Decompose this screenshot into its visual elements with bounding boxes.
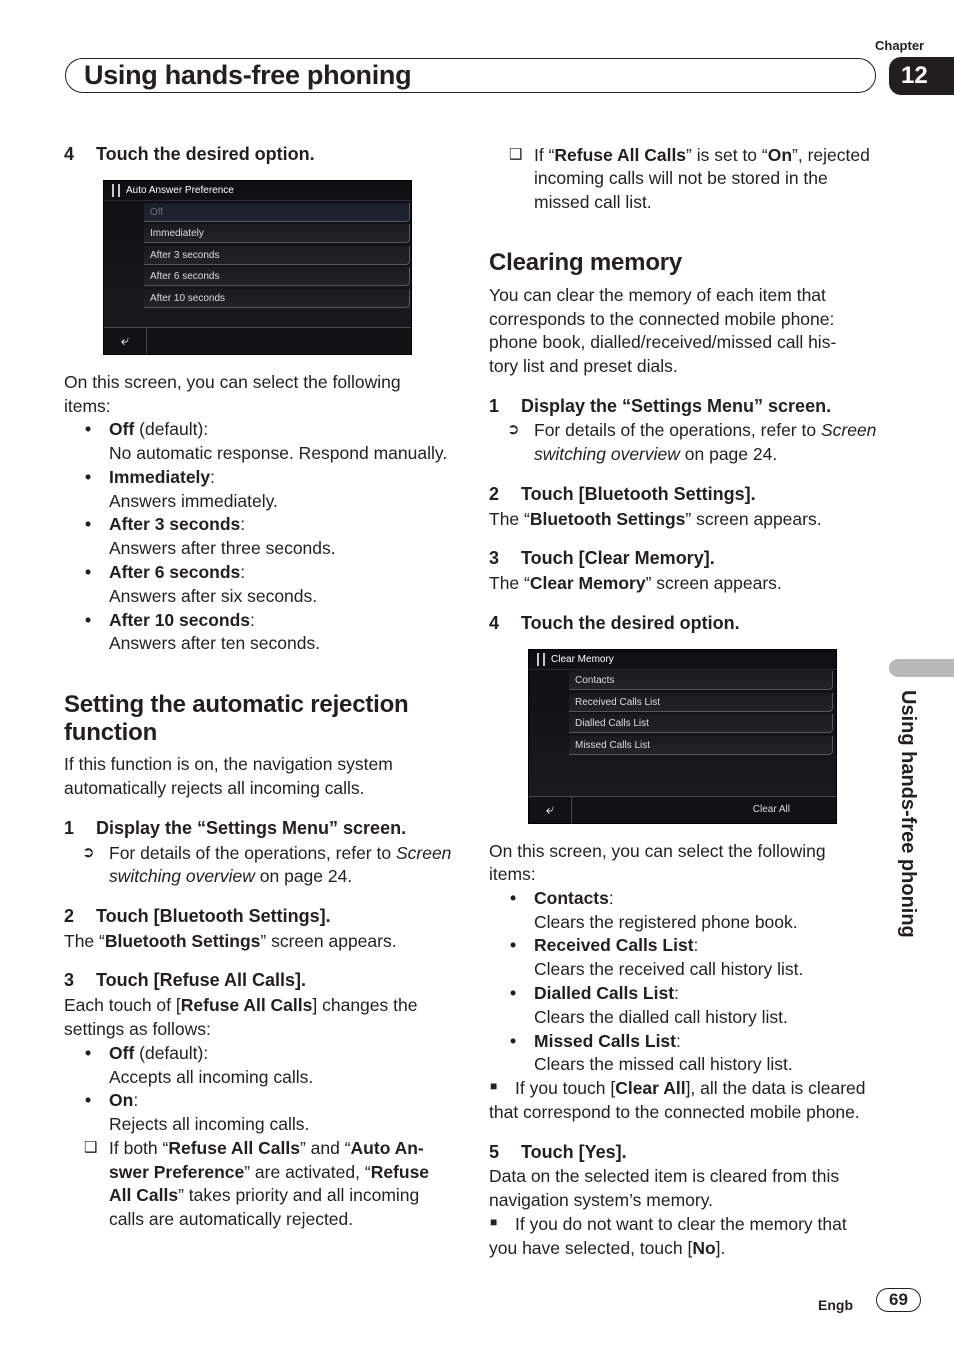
clear-all-note-1: If you touch [Clear All], all the data is cleared [515, 1078, 866, 1098]
right-step-4: 4 Touch the desired option. [489, 613, 740, 633]
screen-bottom-bar [104, 327, 411, 354]
item-after-10: • After 10 seconds: [109, 608, 255, 632]
back-arrow-icon: ⤶ [120, 332, 130, 349]
option-off[interactable]: Off [144, 203, 410, 222]
left-step-1: 1 Display the “Settings Menu” screen. [64, 818, 407, 838]
section-heading-rejection-1: Setting the automatic rejection [64, 691, 409, 718]
screen-title-bar [529, 650, 836, 670]
left-note-line-3: All Calls” takes priority and all incoming [109, 1185, 420, 1205]
option-after-6-seconds[interactable]: After 6 seconds [144, 267, 410, 286]
language-code: Engb [818, 1297, 853, 1313]
right-step-1-note-1: For details of the operations, refer to Screen [534, 420, 877, 440]
clear-memory-screen [528, 649, 837, 824]
item-immediately: • Immediately: [109, 465, 215, 489]
left-step-3: 3 Touch [Refuse All Calls]. [64, 970, 307, 990]
refuse-off-desc: Accepts all incoming calls. [109, 1067, 314, 1087]
clearing-desc-3: phone book, dialled/received/missed call his- [489, 332, 837, 352]
item-contacts-desc: Clears the registered phone book. [534, 912, 798, 932]
left-note-line-4: calls are automatically rejected. [109, 1209, 354, 1229]
auto-answer-screen [103, 180, 412, 355]
square-bullet-icon: ■ [490, 1079, 498, 1093]
right-intro-line-2: items: [489, 864, 536, 884]
clear-all-button[interactable]: Clear All [752, 804, 790, 815]
arrow-right-icon: ➲ [507, 421, 520, 438]
refuse-off: • Off (default): [109, 1041, 208, 1065]
right-top-note-3: missed call list. [534, 192, 652, 212]
chapter-label: Chapter [875, 38, 925, 53]
back-button[interactable] [529, 796, 572, 823]
refuse-on-desc: Rejects all incoming calls. [109, 1114, 310, 1134]
item-missed-calls-desc: Clears the missed call history list. [534, 1054, 793, 1074]
side-tab-marker [889, 659, 954, 677]
right-intro-line-1: On this screen, you can select the following [489, 841, 826, 861]
option-dialled-calls[interactable]: Dialled Calls List [569, 714, 833, 733]
right-step-2-desc: The “Bluetooth Settings” screen appears. [489, 509, 822, 529]
item-after-6-desc: Answers after six seconds. [109, 586, 318, 606]
item-dialled-calls: • Dialled Calls List: [534, 981, 679, 1005]
checkbox-note-icon: ❑ [84, 1139, 98, 1156]
item-contacts: • Contacts: [534, 886, 614, 910]
clearing-desc-4: tory list and preset dials. [489, 356, 678, 376]
option-after-10-seconds[interactable]: After 10 seconds [144, 289, 410, 308]
item-off-desc: No automatic response. Respond manually. [109, 443, 448, 463]
page-title: Using hands-free phoning [84, 60, 412, 90]
left-step-3-desc-2: settings as follows: [64, 1019, 211, 1039]
item-off: • Off (default): [109, 417, 208, 441]
no-note-2: you have selected, touch [No]. [489, 1238, 726, 1258]
right-step-5-desc-2: navigation system’s memory. [489, 1190, 714, 1210]
right-top-note-2: incoming calls will not be stored in the [534, 168, 828, 188]
screen-title: Clear Memory [551, 654, 614, 665]
right-step-1-note-2: switching overview on page 24. [534, 444, 778, 464]
item-dialled-calls-desc: Clears the dialled call history list. [534, 1007, 788, 1027]
item-missed-calls: • Missed Calls List: [534, 1029, 681, 1053]
item-after-3: • After 3 seconds: [109, 512, 245, 536]
option-missed-calls[interactable]: Missed Calls List [569, 736, 833, 755]
intro-line-2: items: [64, 396, 111, 416]
section-heading-clearing-memory: Clearing memory [489, 249, 683, 276]
rejection-desc-2: automatically rejects all incoming calls. [64, 778, 365, 798]
square-bullet-icon: ■ [490, 1215, 498, 1229]
left-step-2-desc: The “Bluetooth Settings” screen appears. [64, 931, 397, 951]
item-after-3-desc: Answers after three seconds. [109, 538, 336, 558]
side-tab-title: Using hands-free phoning [897, 690, 919, 938]
no-note-1: If you do not want to clear the memory that [515, 1214, 847, 1234]
clearing-desc-2: corresponds to the connected mobile phone: [489, 309, 835, 329]
back-button[interactable] [104, 327, 147, 354]
option-immediately[interactable]: Immediately [144, 224, 410, 243]
left-step-1-note-2: switching overview on page 24. [109, 866, 353, 886]
refuse-on: • On: [109, 1088, 138, 1112]
brand-logo-icon [537, 653, 545, 666]
step-4-touch-option: 4 Touch the desired option. [64, 144, 315, 164]
page-number: 69 [876, 1288, 921, 1312]
right-step-3: 3 Touch [Clear Memory]. [489, 548, 715, 568]
checkbox-note-icon: ❑ [509, 146, 523, 163]
right-step-2: 2 Touch [Bluetooth Settings]. [489, 484, 756, 504]
screen-title-bar [104, 181, 411, 201]
option-after-3-seconds[interactable]: After 3 seconds [144, 246, 410, 265]
rejection-desc-1: If this function is on, the navigation system [64, 754, 393, 774]
section-heading-rejection-2: function [64, 719, 158, 746]
clear-all-note-2: that correspond to the connected mobile phone. [489, 1102, 860, 1122]
screen-bottom-bar [529, 796, 836, 823]
option-contacts[interactable]: Contacts [569, 671, 833, 690]
right-step-5-desc-1: Data on the selected item is cleared from this [489, 1166, 840, 1186]
right-top-note-1: If “Refuse All Calls” is set to “On”, rejected [534, 145, 870, 165]
item-immediately-desc: Answers immediately. [109, 491, 278, 511]
item-after-6: • After 6 seconds: [109, 560, 245, 584]
brand-logo-icon [112, 184, 120, 197]
item-received-calls-desc: Clears the received call history list. [534, 959, 804, 979]
chapter-number: 12 [889, 57, 954, 95]
screen-title: Auto Answer Preference [126, 185, 234, 196]
arrow-right-icon: ➲ [82, 844, 95, 861]
right-step-1: 1 Display the “Settings Menu” screen. [489, 396, 832, 416]
clearing-desc-1: You can clear the memory of each item that [489, 285, 826, 305]
right-step-5: 5 Touch [Yes]. [489, 1142, 627, 1162]
left-step-3-desc-1: Each touch of [Refuse All Calls] changes the [64, 995, 418, 1015]
left-step-1-note-1: For details of the operations, refer to Screen [109, 843, 452, 863]
item-received-calls: • Received Calls List: [534, 933, 698, 957]
left-step-2: 2 Touch [Bluetooth Settings]. [64, 906, 331, 926]
back-arrow-icon: ⤶ [545, 801, 555, 818]
item-after-10-desc: Answers after ten seconds. [109, 633, 321, 653]
left-note-line-1: If both “Refuse All Calls” and “Auto An- [109, 1138, 424, 1158]
option-received-calls[interactable]: Received Calls List [569, 693, 833, 712]
left-note-line-2: swer Preference” are activated, “Refuse [109, 1162, 430, 1182]
intro-line-1: On this screen, you can select the following [64, 372, 401, 392]
right-step-3-desc: The “Clear Memory” screen appears. [489, 573, 782, 593]
